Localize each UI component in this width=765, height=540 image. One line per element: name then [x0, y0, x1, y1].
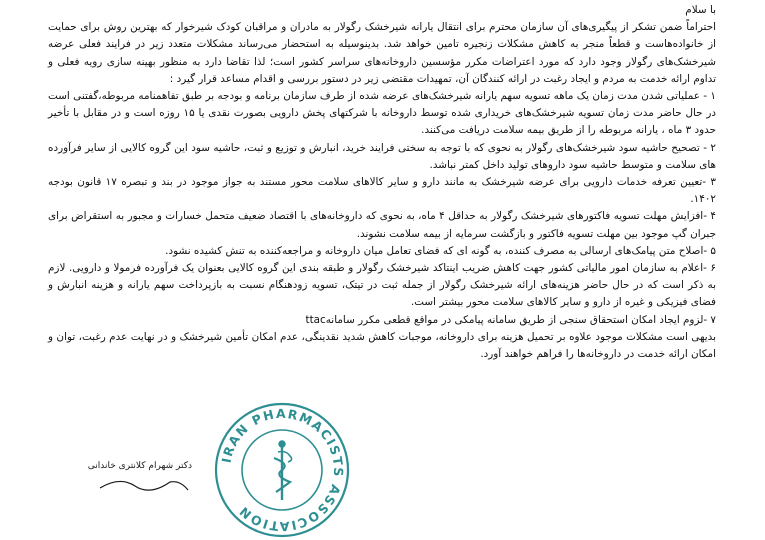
signature-scribble [100, 481, 188, 490]
item-5-paragraph: ۵ -اصلاح متن پیامک‌های ارسالی به مصرف کننده، به گونه ای که فضای تعامل میان داروخانه و مراجعه‌کننده به تنش کشیده نشود. [165, 244, 716, 257]
item-6-paragraph: ۶ -اعلام به سازمان امور مالیاتی کشور جهت کاهش ضریب اینتاکد شیرخشک رگولار و طبقه بندی این گروه کالایی بعنوان یک فرآورده فرمولا و دارویی. لازم به ذکر است که در حال حاضر هزینه‌های ارائه شیرخشک رگولار از جمله ثبت در تیتک، تسویه زودهنگام نسبت به بازپرداخت سهم یارانه و هزینه انبارش و فضای فیزیکی و غیره از دارو و سایر کالاهای سلامت محور بیشتر است. [48, 262, 716, 309]
association-seal [212, 400, 352, 540]
seal-ring-text: IRAN PHARMACISTS ASSOCIATION [218, 405, 347, 535]
salutation: با سلام [685, 4, 716, 16]
item-4-paragraph: ۴ -افزایش مهلت تسویه فاکتورهای شیرخشک رگولار به حداقل ۴ ماه، به نحوی که داروخانه‌های با اقتصاد ضعیف متحمل خسارات و مجبور به استقراض برای جبران گپ موجود بین مهلت تسویه فاکتور و بازگشت سرمایه از بیمه سلامت نشوند. [48, 210, 716, 240]
closing-paragraph: بدیهی است مشکلات موجود علاوه بر تحمیل هزینه برای داروخانه، موجبات کاهش شدید نقدینگی، عدم امکان تأمین شیرخشک و در نهایت عدم رغبت، توان و امکان ارائه خدمت در داروخانه‌ها را فراهم خواهند آورد. [48, 330, 716, 361]
caduceus-icon [274, 441, 292, 500]
item-3-paragraph: ۳ -تعیین تعرفه خدمات دارویی برای عرضه شیرخشک به مانند دارو و سایر کالاهای سلامت محور مستند به جواز موجود در بند و تبصره ۱۷ قانون بودجه ۱۴۰۲. [48, 176, 716, 206]
item-1-paragraph: ۱ - عملیاتی شدن مدت زمان یک ماهه تسویه سهم یارانه شیرخشک‌های عرضه شده از طرف سازمان برنامه و بودجه بر طبق تفاهمنامه مربوطه،گفتنی است در حال حاضر مدت زمان تسویه شیرخشک‌های خریداری شده توسط داروخانه با شرکتهای پخش دارویی بصورت نقدی یا ۱۵ روزه است و در مقابل با تأخیر حدود ۳ ماه ، یارانه مربوطه را از طریق بیمه سلامت دریافت می‌کنند. [48, 90, 717, 137]
item-7-paragraph: ۷ -لزوم ایجاد امکان استحقاق سنجی از طریق سامانه پیامکی در مواقع قطعی مکرر سامانهttac [305, 313, 716, 326]
intro-paragraph: احتراماً ضمن تشکر از پیگیری‌های آن سازمان محترم برای انتقال یارانه شیرخشک رگولار به مادران و مراقبان کودک شیرخوار که بهترین روش برای حمایت از خانواده‌هاست و قطعاً منجر به کاهش مشکلات زنجیره تامین خواهد شد. بدینوسیله به استحضار می‌رساند مشکلات متعدد زیر در فرایند فعلی عرضه شیرخشک‌های رگولار وجود دارد که مورد اعتراضات مکرر مؤسسین داروخانه‌های سراسر کشور است؛ لذا تقاضا دارد به منظور بهینه سازی رویه فعلی و تداوم ارائه خدمت به مردم و ایجاد رغبت در ارائه کنندگان آن، تمهیدات مقتضی زیر در دستور بررسی و اقدام مساعد قرار گیرد : [48, 21, 716, 85]
signature [80, 450, 200, 500]
signature-name: دکتر شهرام کلانتری خاندانی [87, 461, 192, 471]
item-2-paragraph: ۲ - تصحیح حاشیه سود شیرخشک‌های رگولار به نحوی که با توجه به سختی فرایند خرید، انبارش و توزیع و ثبت، حاشیه سود این گروه کالایی از سایر فرآورده های سلامت و متوسط حاشیه سود داروهای تولید داخل کمتر نباشد. [48, 141, 716, 171]
letter-body [48, 2, 716, 363]
